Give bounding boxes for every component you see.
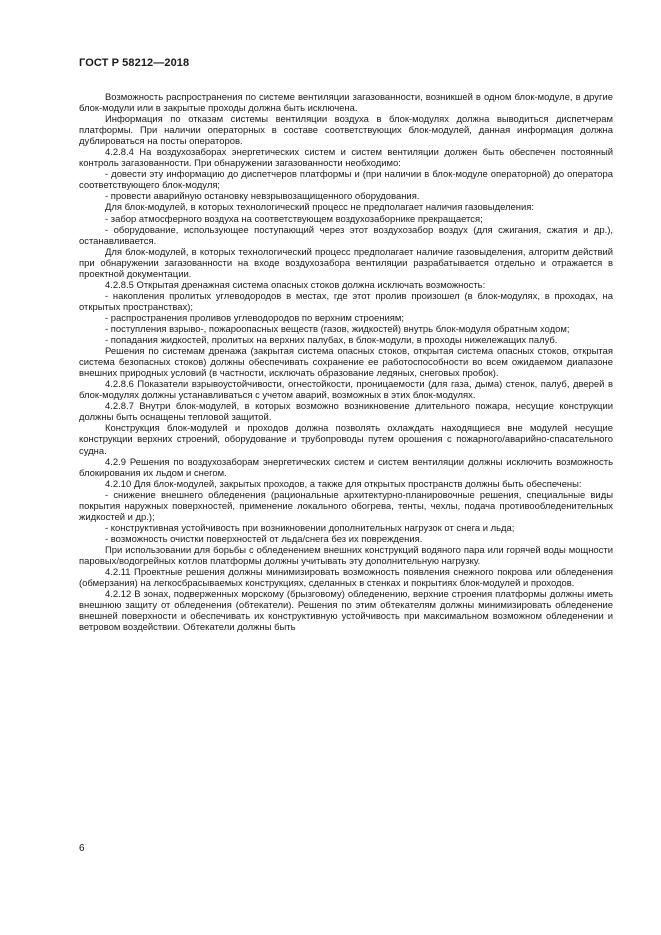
paragraph-clause-4-2-10: 4.2.10 Для блок-модулей, закрытых проходов, а также для открытых пространств должны быть обеспечены: (105, 478, 582, 490)
list-item: - возможность очистки поверхностей от льда/снега без их повреждения. (105, 533, 423, 545)
paragraph-clause-4-2-8-6: 4.2.8.6 Показатели взрывоустойчивости, огнестойкости, проницаемости (для газа, дыма) стенок, палуб, дверей в блок-модулях должны устанавливаться с учетом аварий, возможных в этих блок-модулях. (79, 379, 613, 402)
list-item: - провести аварийную остановку невзрывозащищенного оборудования. (105, 191, 420, 203)
list-item: - забор атмосферного воздуха на соответствующем воздухозаборнике прекращается; (105, 213, 483, 225)
list-item: - конструктивная устойчивость при возникновении дополнительных нагрузок от снега и льда; (105, 522, 515, 534)
paragraph-clause-4-2-9: 4.2.9 Решения по воздухозаборам энергетических систем и систем вентиляции должны исключить возможность блокирования их льдом и снегом. (79, 456, 613, 479)
list-item: - распространения проливов углеводородов по верхним строениям; (105, 312, 404, 324)
paragraph: Конструкция блок-модулей и проходов должна позволять охлаждать находящиеся вне модулей несущие конструкции верхних строений, оборудование и трубопроводы путем орошения с пожарного/аварийно-спасательного судна. (79, 423, 613, 457)
paragraph: Информация по отказам системы вентиляции воздуха в блок-модулях должна выводиться диспетчерам платформы. При наличии операторных в составе соответствующих блок-модулей, данная информация должна дублироваться на посты операторов. (79, 114, 613, 148)
paragraph: Возможность распространения по системе вентиляции загазованности, возникшей в одном блок-модуле, в другие блок-модули или в закрытые проходы должна быть исключена. (79, 92, 613, 115)
paragraph: Для блок-модулей, в которых технологический процесс предполагает наличие газовыделения, алгоритм действий при обнаружении загазованности на входе воздухозабора вентиляции разрабатывается отдельно и отражается в проектной документации. (79, 246, 613, 280)
paragraph: Для блок-модулей, в которых технологический процесс не предполагает наличия газовыделения: (105, 202, 534, 214)
paragraph-clause-4-2-8-7: 4.2.8.7 Внутри блок-модулей, в которых возможно возникновение длительного пожара, несущие конструкции должны быть оснащены тепловой защитой. (79, 401, 613, 424)
page-number: 6 (79, 843, 85, 854)
list-item: - довести эту информацию до диспетчеров платформы и (при наличии в блок-модуле операторной) до оператора соответствующего блок-модуля; (79, 169, 613, 192)
paragraph-clause-4-2-8-5: 4.2.8.5 Открытая дренажная система опасных стоков должна исключать возможность: (105, 279, 486, 291)
paragraph: При использовании для борьбы с обледенением внешних конструкций водяного пара или горячей воды мощности паровых/водогрейных котлов платформы должны учитывать эту дополнительную нагрузку. (79, 544, 613, 567)
paragraph-clause-4-2-11: 4.2.11 Проектные решения должны минимизировать возможность появления снежного покрова или обледенения (обмерзания) на легкосбрасываемых конструкциях, сделанных в стенках и покрытиях блок-модулей и проходов. (79, 567, 613, 590)
document-body (79, 92, 613, 633)
document-header: ГОСТ Р 58212—2018 (79, 57, 190, 69)
paragraph: Решения по системам дренажа (закрытая система опасных стоков, открытая система опасных стоков, открытая система безопасных стоков) должны обеспечивать сохранение ее работоспособности во всем ожидаемом диапазоне внешних природных условий (в частности, исключать образование ледяных, снеговых пробок). (79, 346, 613, 380)
list-item: - поступления взрыво-, пожароопасных веществ (газов, жидкостей) внутрь блок-модуля обратным ходом; (105, 323, 570, 335)
list-item: - оборудование, использующее поступающий через этот воздухозабор воздух (для сжигания, сжатия и др.), останавливается. (79, 224, 613, 247)
paragraph-clause-4-2-8-4: 4.2.8.4 На воздухозаборах энергетических систем и систем вентиляции должен быть обеспечен постоянный контроль загазованности. При обнаружении загазованности необходимо: (79, 147, 613, 170)
paragraph-clause-4-2-12: 4.2.12 В зонах, подверженных морскому (брызговому) обледенению, верхние строения платформы должны иметь внешнюю защиту от обледенения (обтекатели). Решения по этим обтекателям должны минимизировать обледенение внешней поверхности и обеспечивать их конструктивную устойчивость при максимальном возможном обледенении и ветровом воздействии. Обтекатели должны быть (79, 589, 613, 634)
list-item: - накопления пролитых углеводородов в местах, где этот пролив произошел (в блок-модулях, в проходах, на открытых пространствах); (79, 290, 613, 313)
list-item: - попадания жидкостей, пролитых на верхних палубах, в блок-модули, в проходы нижележащих палуб. (105, 335, 558, 347)
list-item: - снижение внешнего обледенения (рациональные архитектурно-планировочные решения, специальные виды покрытия наружных поверхностей, применение локального обогрева, тенты, чехлы, подача противообледенительных жидкостей и др.); (79, 489, 613, 523)
